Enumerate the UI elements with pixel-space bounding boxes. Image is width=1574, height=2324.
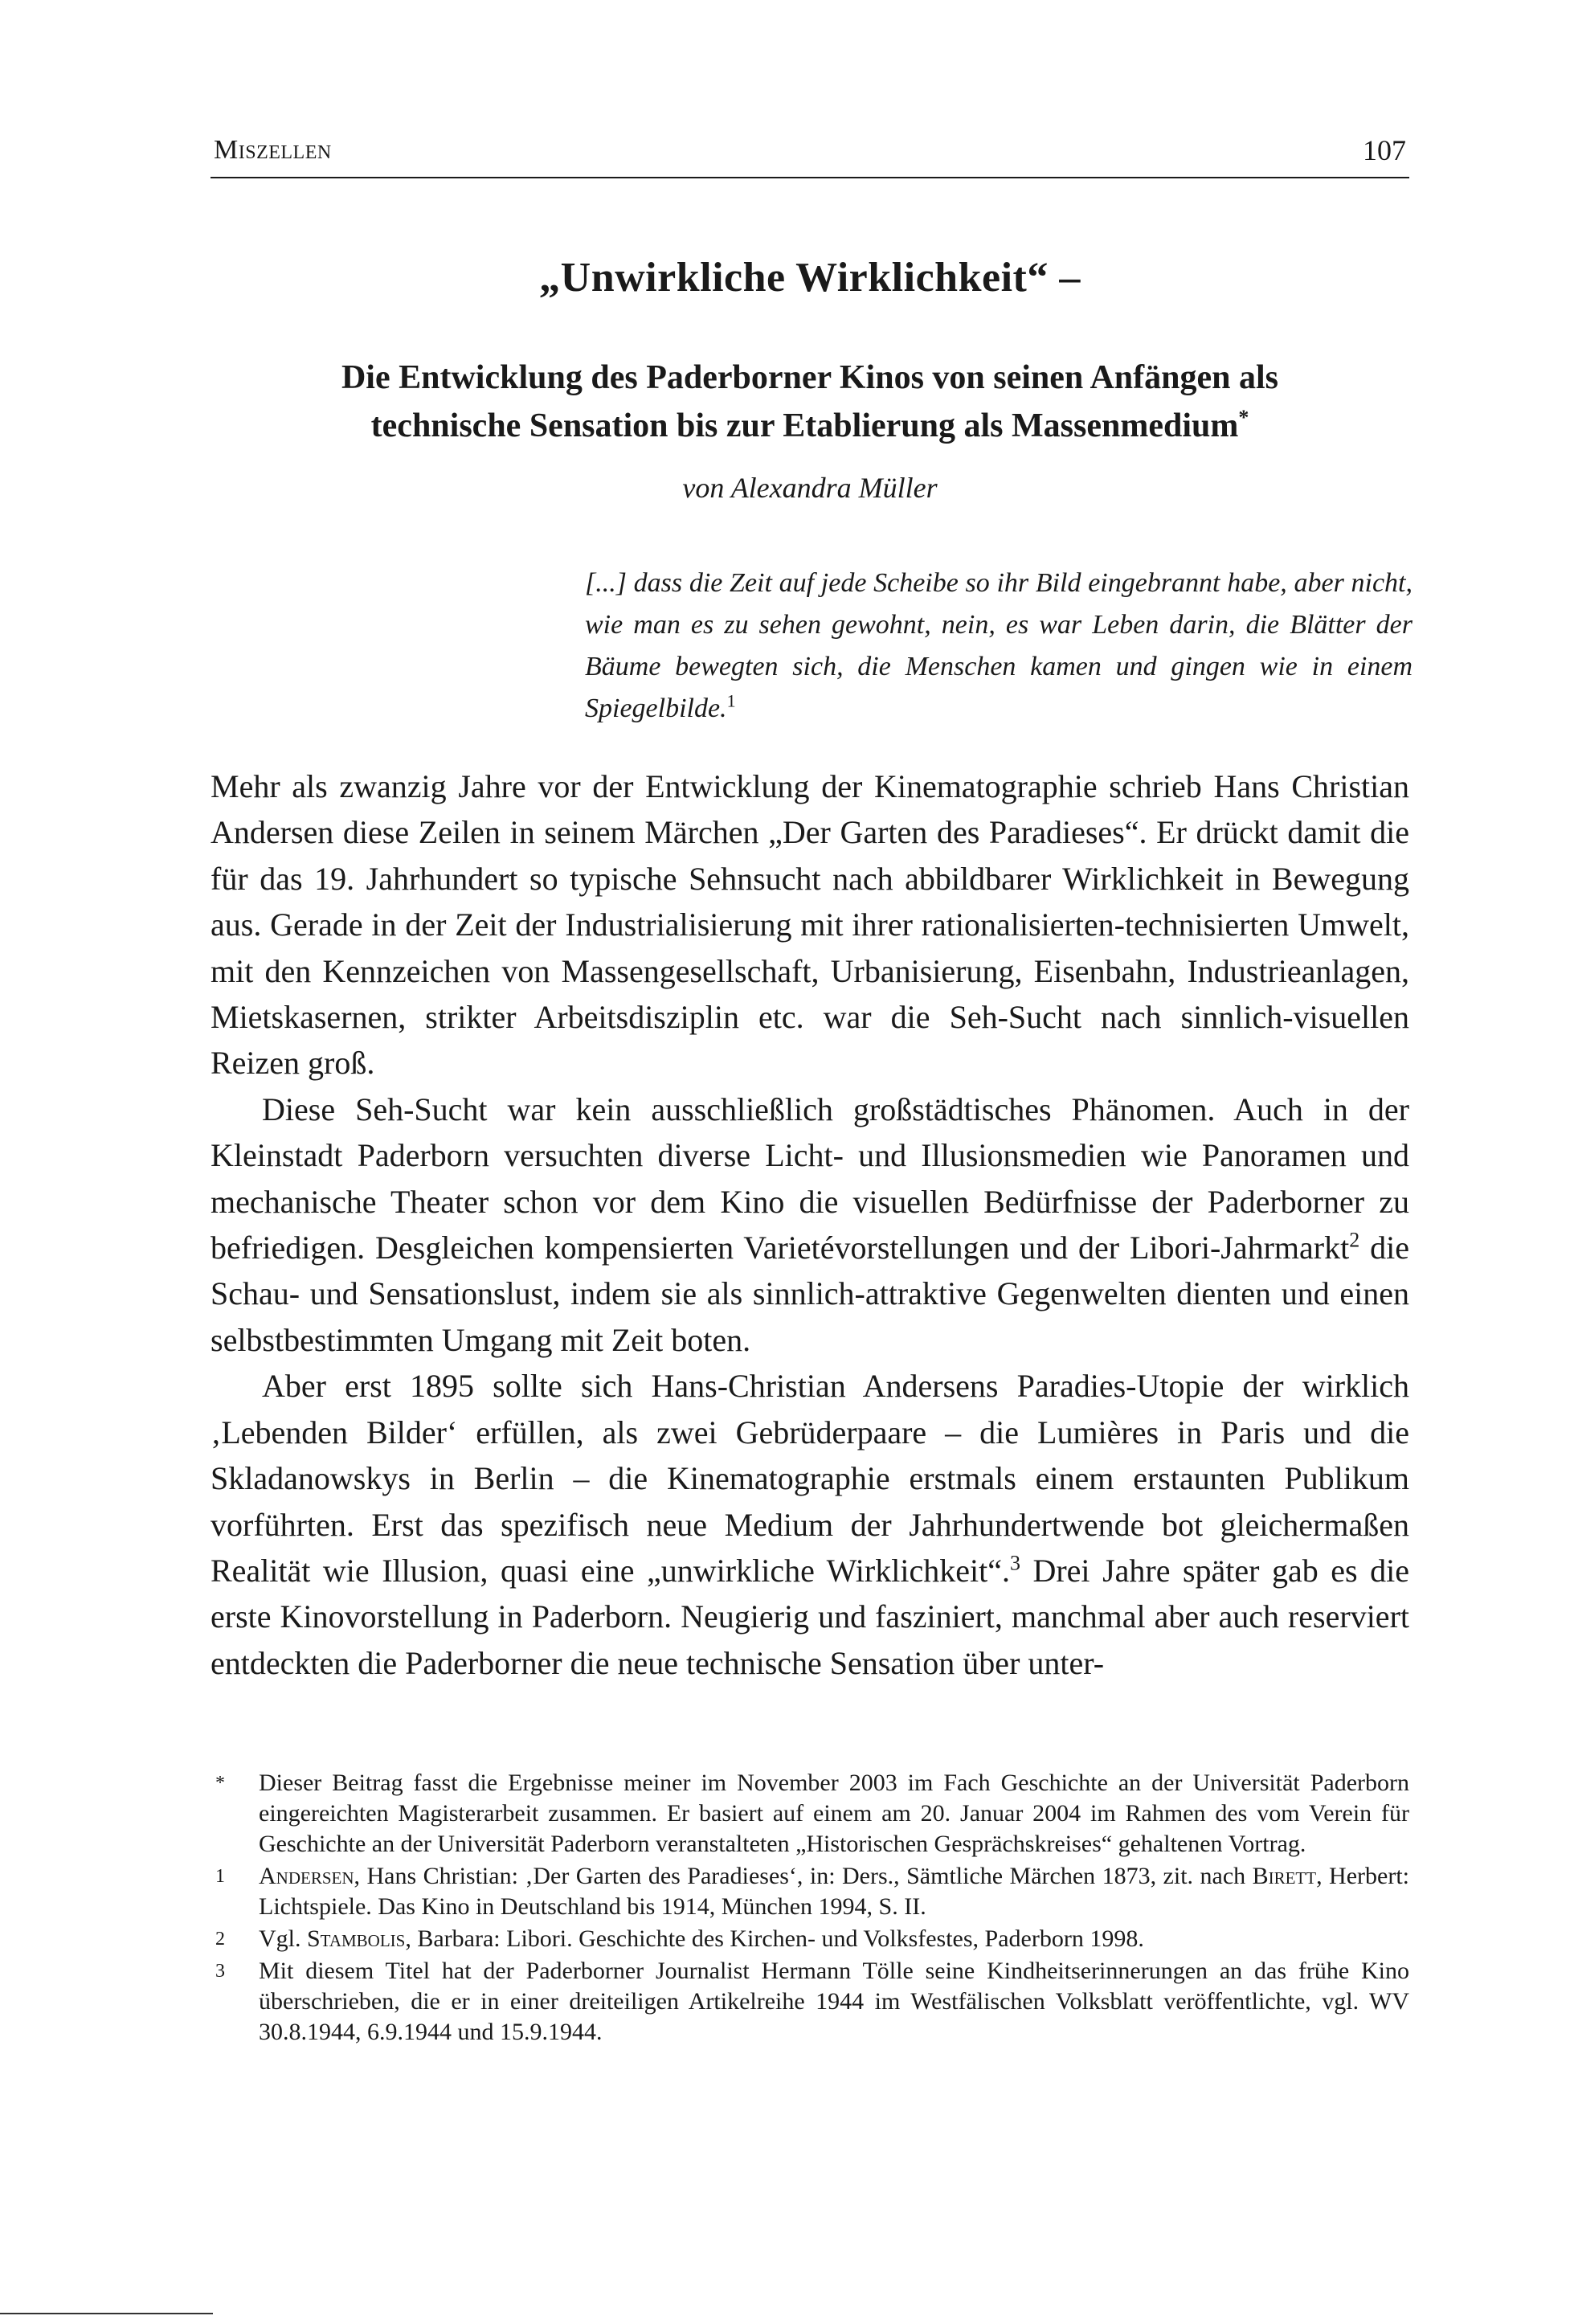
article-author: von Alexandra Müller (682, 472, 938, 504)
footnote-mark: * (215, 1773, 225, 1794)
paragraph-1: Mehr als zwanzig Jahre vor der Entwicklung der Kinematographie schrieb Hans Christian Andersen diese Zeilen in seinem Märchen „Der Garten des Paradieses“. Er drückt damit die für das 19. Jahrhundert so typische Sehnsucht nach abbildbarer Wirklichkeit in Bewegung aus. Gerade in der Zeit der Industrialisierung mit ihrer rationalisierten-technisierten Umwelt, mit den Kennzeichen von Massengesellschaft, Urbanisierung, Eisenbahn, Industrieanlagen, Mietskasernen, strikter Arbeitsdisziplin etc. war die Seh-Sucht nach sinnlich-visuellen Reizen groß. (211, 768, 1409, 1082)
article-title: „Unwirkliche Wirklichkeit“ – (539, 255, 1081, 301)
footnotes (211, 1768, 1409, 2049)
footnote-2 (211, 1924, 1409, 1954)
footnote-3 (211, 1956, 1409, 2048)
subtitle-line-2-text: technische Sensation bis zur Etablierung als Massenmedium (370, 407, 1239, 444)
epigraph-text: [...] dass die Zeit auf jede Scheibe so ihr Bild eingebrannt habe, aber nicht, wie man es zu sehen gewohnt, nein, es war Leben darin, die Blätter der Bäume bewegten sich, die Menschen kamen und gingen wie in einem Spiegelbilde. (585, 568, 1413, 723)
footnote-author-name: Birett (1252, 1863, 1317, 1889)
footnote-star (211, 1768, 1409, 1860)
footnote-text: , Herbert: Lichtspiele. Das Kino in Deutschland bis 1914, München 1994, S. II. (259, 1863, 1409, 1920)
footnote-ref-2: 2 (1349, 1228, 1360, 1252)
article-subtitle (211, 354, 1409, 450)
paragraph-2 (211, 1086, 1409, 1363)
footnote-ref-3: 3 (1009, 1551, 1020, 1575)
footnote-text: , Hans Christian: ‚Der Garten des Paradieses‘, in: Ders., Sämtliche Märchen 1873, zit. nach (354, 1863, 1253, 1889)
body-text (211, 763, 1409, 1686)
paragraph-2-text-b: die Schau- und Sensationslust, indem sie als sinnlich-attraktive Gegenwelten dienten und einen selbstbestimmten Umgang mit Zeit boten. (211, 1230, 1409, 1358)
paragraph-2-text-a: Diese Seh-Sucht war kein ausschließlich großstädtisches Phänomen. Auch in der Kleinstadt Paderborn versuchten diverse Licht- und Illusionsmedien wie Panoramen und mechanische Theater schon vor dem Kino die visuellen Bedürfnisse der Paderborner zu befriedigen. Desgleichen kompensierten Varietévorstellungen und der Libori-Jahrmarkt (211, 1090, 1409, 1266)
running-title: Miszellen (214, 135, 332, 165)
epigraph (585, 563, 1413, 730)
footnote-author-name: Andersen (259, 1863, 354, 1889)
epigraph-footnote-ref: 1 (726, 690, 736, 711)
footnote-text: , Barbara: Libori. Geschichte des Kirchen- und Volksfestes, Paderborn 1998. (405, 1925, 1144, 1952)
page-number: 107 (1363, 134, 1406, 166)
paragraph-3-text-b: Drei Jahre später gab es die erste Kinovorstellung in Paderborn. Neugierig und fasziniert, manchmal aber auch reserviert entdeckten die Paderborner die neue technische Sensation über unter- (211, 1552, 1409, 1681)
footnote-mark: 1 (215, 1866, 225, 1887)
footnote-author-name: Stambolis (307, 1925, 406, 1952)
subtitle-footnote-marker: * (1238, 406, 1249, 429)
subtitle-line-2 (211, 402, 1409, 450)
footnote-1 (211, 1861, 1409, 1922)
subtitle-line-1: Die Entwicklung des Paderborner Kinos von seinen Anfängen als (341, 359, 1279, 396)
footnote-text: Mit diesem Titel hat der Paderborner Journalist Hermann Tölle seine Kindheitserinnerungen an das frühe Kino überschrieben, die er in einer dreiteiligen Artikelreihe 1944 im Westfälischen Volksblatt veröffentlichte, vgl. WV 30.8.1944, 6.9.1944 und 15.9.1944. (259, 1958, 1409, 2045)
running-header (211, 129, 1409, 178)
footnote-text: Dieser Beitrag fasst die Ergebnisse meiner im November 2003 im Fach Geschichte an der Universität Paderborn eingereichten Magisterarbeit zusammen. Er basiert auf einem am 20. Januar 2004 im Rahmen des vom Verein für Geschichte an der Universität Paderborn veranstalteten „Historischen Gesprächskreises“ gehaltenen Vortrag. (259, 1770, 1409, 1857)
paragraph-3-text-a: Aber erst 1895 sollte sich Hans-Christian Andersens Paradies-Utopie der wirklich ‚Lebenden Bilder‘ erfüllen, als zwei Gebrüderpaare – die Lumières in Paris und die Skladanowskys in Berlin – die Kinematographie erstmals einem erstaunten Publikum vorführten. Erst das spezifisch neue Medium der Jahrhundertwende bot gleichermaßen Realität wie Illusion, quasi eine „unwirkliche Wirklichkeit“. (211, 1368, 1409, 1589)
footnote-mark: 2 (215, 1929, 225, 1950)
bottom-scan-edge-rule (0, 2313, 213, 2314)
footnote-mark: 3 (215, 1961, 225, 1982)
footnote-prefix: Vgl. (259, 1925, 307, 1952)
paragraph-3 (211, 1363, 1409, 1686)
